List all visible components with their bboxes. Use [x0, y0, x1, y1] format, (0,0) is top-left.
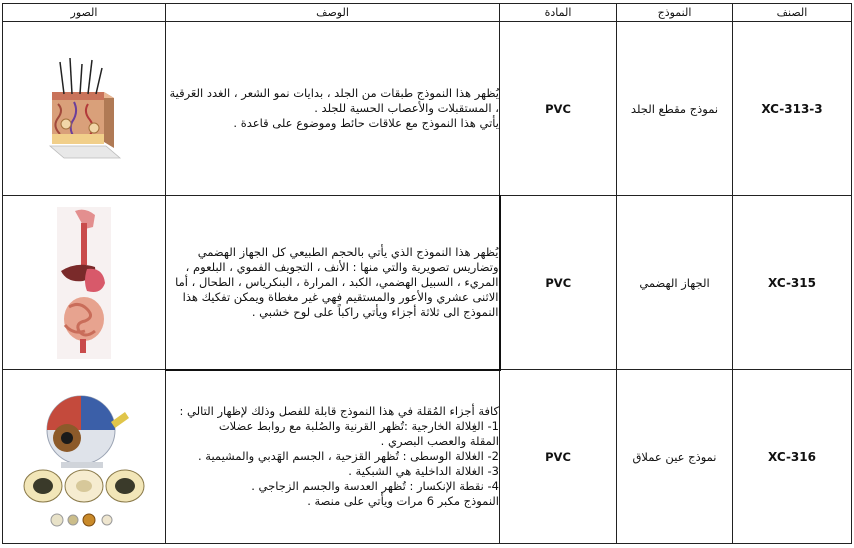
product-material: PVC — [500, 370, 617, 544]
table-row — [3, 22, 852, 196]
product-code: XC-316 — [733, 370, 852, 544]
product-model-name: الجهاز الهضمي — [617, 196, 733, 370]
description-line: المريء ، السبيل الهضمي، الكبد ، المرارة ، البنكرياس ، الطحال ، أما — [175, 274, 499, 289]
product-description — [166, 22, 500, 196]
table-row — [3, 370, 852, 544]
product-code: XC-313-3 — [733, 22, 852, 196]
description-line: يأتي هذا النموذج مع علاقات حائط وموضوع على قاعدة . — [233, 116, 499, 130]
description-line: يُظهر هذا النموذج الذي يأتي بالحجم الطبيعي كل الجهاز الهضمي — [197, 244, 499, 259]
description-line: وتضاريس تصويرية والتي منها : الأنف ، التجويف الفموي ، البلعوم ، — [185, 259, 499, 274]
description-line: يُظهر هذا النموذج طبقات من الجلد ، بدايات نمو الشعر ، الغدد العَرقية — [169, 86, 499, 100]
header-photos: الصور — [3, 4, 166, 22]
product-description — [166, 370, 500, 544]
description-line: 2- الغلالة الوسطى : تُظهر القزحية ، الجسم الهَدبي والمشيمية . — [197, 449, 499, 464]
table-row — [3, 196, 852, 370]
description-line: ، المستقبلات والأعصاب الحسية للجلد . — [314, 101, 499, 115]
header-description: الوصف — [166, 4, 500, 22]
description-line: 1- الغِلالة الخارجية :تُظهر القرنية والصُلبة مع روابط عضلات — [218, 419, 499, 434]
product-photo-cell — [3, 370, 166, 544]
description-line: المقلة والعصب البصري . — [380, 434, 499, 449]
product-photo-cell — [3, 196, 166, 370]
skin-section-model-icon — [44, 54, 124, 164]
header-category: الصنف — [733, 4, 852, 22]
product-material: PVC — [500, 196, 617, 370]
digestive-system-model-icon — [57, 207, 111, 359]
product-description — [166, 196, 500, 370]
description-line: 4- نقطة الإنكسار : تُظهر العدسة والجسم الزجاجي . — [251, 479, 499, 494]
description-line: كافة أجزاء المُقلة في هذا النموذج قابلة للفصل وذلك لإظهار التالي : — [179, 404, 499, 419]
product-material: PVC — [500, 22, 617, 196]
description-line: 3- الغلالة الداخلية هي الشبكية . — [348, 464, 499, 479]
description-line: النموذج مكبر 6 مرات ويأتي على منصة . — [307, 494, 499, 509]
description-line: النموذج الى ثلاثة أجزاء ويأتي راكباً على لوح خشبي . — [251, 304, 499, 319]
header-model: النموذج — [617, 4, 733, 22]
product-code: XC-315 — [733, 196, 852, 370]
product-table — [2, 3, 852, 544]
header-row — [3, 4, 852, 22]
product-photo-cell — [3, 22, 166, 196]
product-model-name: نموذج عين عملاق — [617, 370, 733, 544]
product-model-name: نموذج مقطع الجلد — [617, 22, 733, 196]
giant-eye-model-icon — [21, 382, 147, 532]
header-material: المادة — [500, 4, 617, 22]
description-line: الاثنى عشري والأعور والمستقيم فهي غير مغطاة ويمكن تفكيك هذا — [182, 289, 499, 304]
